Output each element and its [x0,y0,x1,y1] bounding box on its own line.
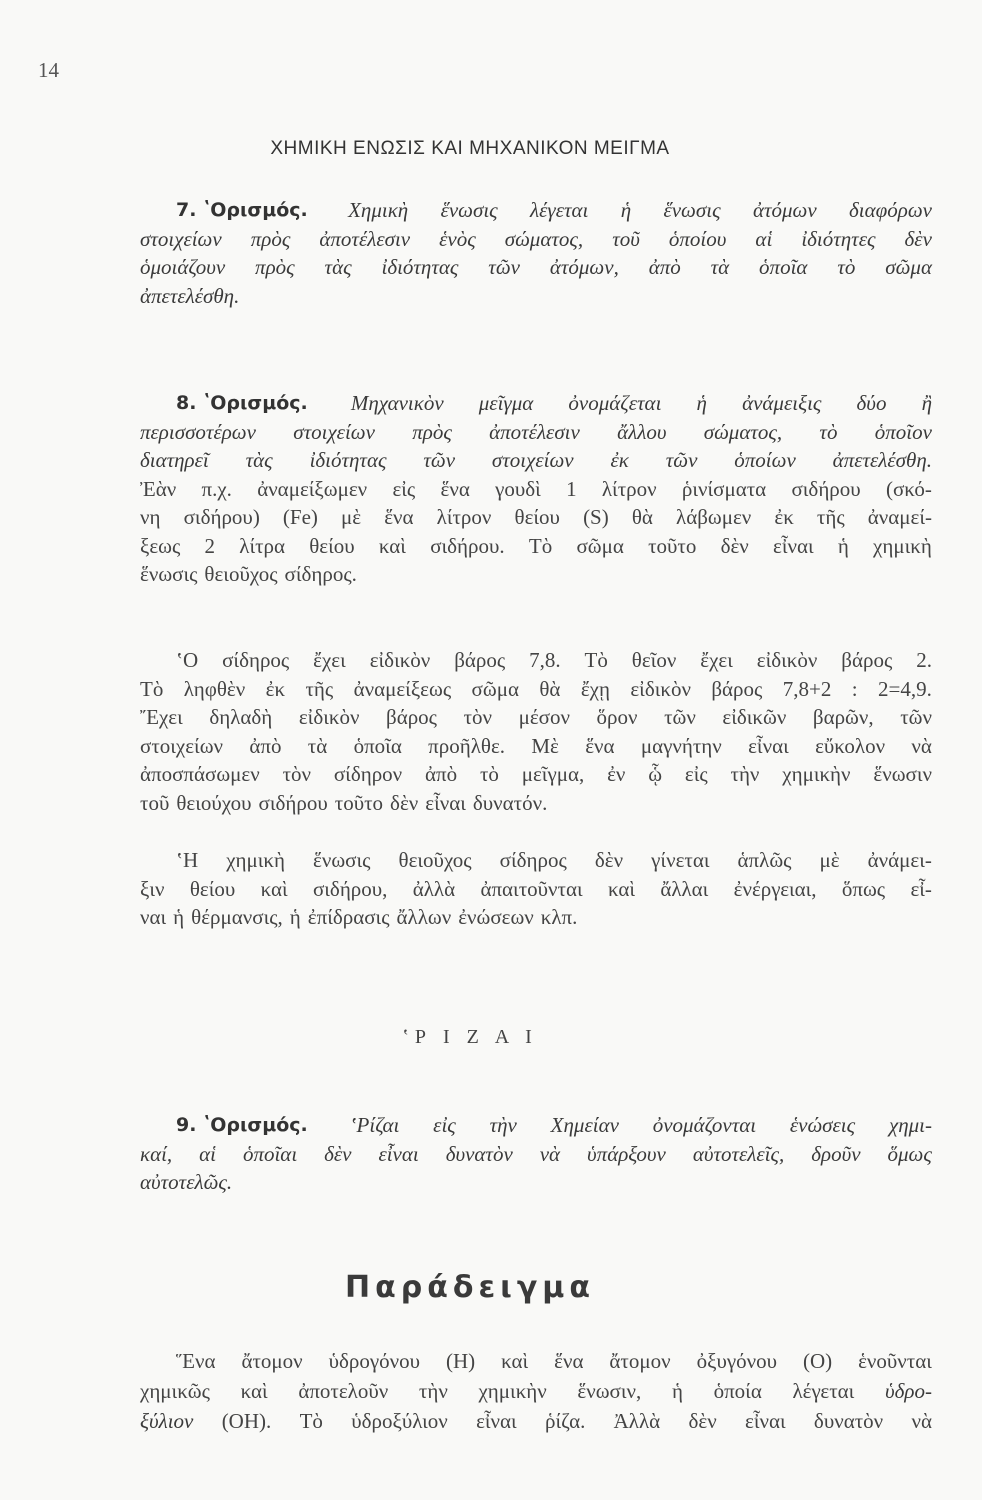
text-line [140,789,932,818]
word: τῆς [816,505,845,529]
word: 1 [566,476,577,501]
word: ἡ [289,905,301,929]
word: δροῦν [811,1141,861,1166]
word: ἕνωσιν [873,762,932,786]
word: αὐτοτελεῖς, [692,1141,785,1166]
word: ἕνωσιν, [577,1379,642,1403]
word: ἐνέργειαι, [733,876,817,901]
word: τοῦ [612,226,640,251]
word: ἑνοῦνται [858,1349,932,1373]
word: Χημικὴ [348,198,409,222]
word: ἀτόμων [752,198,817,222]
page-number: 14 [38,58,59,82]
word: δὲν [390,790,419,815]
word: ἐκ [774,505,794,529]
word: ἰδιότητες [801,226,876,251]
word: ὁμοιάζουν [140,255,226,279]
word: τὸν [463,705,492,729]
word: τὸ [479,762,499,786]
word: τὰς [245,448,273,472]
word: νὰ [911,1409,932,1433]
word: τὸ [819,419,838,444]
text-line [140,846,932,875]
word: ἀνάμει- [867,848,932,872]
definition-8 [140,389,932,589]
word: καί, [140,1141,173,1166]
word: ὁποίου [668,226,727,251]
text-line [140,196,932,225]
word: ʽΡίζαι [349,1113,400,1137]
word: (Η) [446,1349,476,1373]
subheading-rizai: ʽΡ Ι Ζ Α Ι [402,1026,538,1048]
word: μὲ [341,505,362,529]
word: θέρμανσις, [191,905,283,929]
text-line [140,1140,932,1169]
subheading-example: Παράδειγμα [345,1270,595,1305]
word: δὲν [594,848,624,872]
word: (σκό- [885,476,932,501]
word: 2 [204,533,216,558]
word: εἰδικὸν [630,676,691,701]
word: ἕνωσις [440,198,498,222]
word: ἀναμείξεως [353,676,452,701]
text-line [140,703,932,732]
word: ἐκ [265,676,286,701]
text-line [140,1168,932,1197]
word: πρὸς [255,255,295,279]
word: 7,8. [529,648,561,672]
word: 2=4,9. [878,676,932,701]
word: Ἕνα [176,1349,216,1373]
word: προῆλθε. [428,733,506,758]
word: νὰ [539,1141,561,1166]
text-line [140,1376,932,1406]
word: στοιχείων [293,419,375,444]
word: ἀπετελέσθη. [140,283,240,308]
word: ἄλλων [396,905,452,929]
word: χημικὴ [226,848,285,872]
word: ἔχει [313,648,346,672]
word: ὁποῖαι [242,1141,298,1166]
word: ἕνα [384,505,414,529]
text-line [140,503,932,532]
word: ξιν [140,876,165,901]
text-line [140,389,932,418]
word: ἕνωσις [313,848,371,872]
word: δυνατὸν [445,1141,513,1166]
word: ἐκ [610,448,629,472]
word: εἶναι [773,533,814,558]
text-line [140,418,932,447]
word: μεῖγμα, [521,762,585,786]
text-line [140,560,932,589]
word: λάβωμεν [676,505,752,529]
word: δηλαδὴ [209,705,273,729]
word: τοῦτο [334,790,384,815]
word: εἰδικὸν [369,648,431,672]
word: 7,8+2 [782,676,832,701]
word: τὴν [730,762,760,786]
word: Μὲ [531,733,559,758]
word: δὲν [688,1409,717,1433]
word: σίδηρος [222,648,290,672]
word: στοιχείων [140,733,224,758]
word: τῶν [488,255,520,279]
word: διατηρεῖ [140,448,209,472]
text-line [140,253,932,282]
text-line [140,1346,932,1376]
word: εὔκολον [815,733,886,758]
word: ἀτόμων, [549,255,619,279]
word: ὑδρογόνου [328,1349,421,1373]
word: σῶμα [471,676,519,701]
word: ἀπὸ [249,733,282,758]
word: μὲ [819,848,840,872]
word: χημικὴ [873,533,932,558]
word: ἡ [620,198,632,222]
word: τῆς [305,676,334,701]
word: λίτρον [436,505,492,529]
word: θείου [309,533,355,558]
word: ἔχῃ [580,676,610,701]
word: ἕνα [585,733,615,758]
word: θὰ [539,676,561,701]
text-line [140,903,932,932]
word: ῥινίσματα [681,476,767,501]
word: ἀποτέλεσιν [319,226,411,251]
text-line [140,732,932,761]
word: βάρος [454,648,506,672]
word: ἀποσπάσωμεν [140,762,260,786]
word: θειοῦχος [204,562,278,586]
word: σιδήρου. [430,533,505,558]
text-line [140,646,932,675]
word: τὰ [710,255,730,279]
word: εἶναι [748,733,789,758]
word: ἡ [671,1379,683,1403]
word: ἄτομον [241,1349,303,1373]
word: Τὸ [528,533,553,558]
word: θείου [189,876,236,901]
word: πρὸς [250,226,291,251]
text-line [140,532,932,561]
word: ἕνωσις [140,562,198,586]
word: σίδηρος [499,848,567,872]
word: Ἐὰν [140,476,177,501]
word: ἡ [696,391,707,415]
word: ἢ [921,391,932,415]
word: ʽΗ [176,848,199,872]
text-line [140,875,932,904]
word: διαφόρων [849,198,932,222]
text-line [140,225,932,254]
word: θειοῦχος [398,848,472,872]
word: λίτρα [239,533,286,558]
word: περισσοτέρων [140,419,256,444]
word: ἄλλου [617,419,667,444]
word: νὰ [911,733,932,758]
word: βάρος [386,705,437,729]
word: ὀξυγόνου [696,1349,778,1373]
word: σίδηρος. [284,562,357,586]
word: σιδήρου, [312,876,388,901]
word: δὲν [720,533,749,558]
word: πρὸς [412,419,452,444]
word: ὀνομάζεται [568,391,662,415]
word: (Ο) [802,1349,833,1373]
word: αὐτοτελῶς. [140,1170,233,1194]
word: (Fe) [282,505,318,529]
word: αἱ [199,1141,216,1166]
text-line [140,760,932,789]
word: θὰ [631,505,653,529]
word: σώματος, [703,419,783,444]
word: εἰς [684,762,708,786]
word: ὁποῖα [759,255,808,279]
word: σιδήρου) [183,505,260,529]
word: Ἔχει [140,705,183,729]
word: βάρος [711,676,763,701]
word: ὅρον [596,705,638,729]
word: δύο [856,391,887,415]
word: μεῖγμα [478,391,534,415]
word: στοιχείων [491,448,574,472]
word: γίνεται [651,848,710,872]
word: τὴν [418,1379,448,1403]
word: ἕνα [440,476,470,501]
definition-label: 9. ʽΟρισμός. [176,1114,308,1136]
word: θεῖον [631,648,677,672]
word: ἐν [607,762,626,786]
word: ἀναμείξωμεν [257,476,368,501]
definition-9 [140,1111,932,1197]
word: ἀναμεί- [867,505,932,529]
word: βάρος [841,648,893,672]
word: ἑνὸς [439,226,476,251]
word: ἄτομον [609,1349,671,1373]
word: ὑδροξύλιον [351,1409,448,1433]
word: ἰδιότητας [381,255,459,279]
text-line [140,475,932,504]
word: δυνατὸν [813,1409,884,1433]
word: καὶ [260,876,288,901]
word: χημικῶς [140,1379,210,1403]
word: κλπ. [540,905,578,929]
word: ἡ [173,905,185,929]
word: δὲν [324,1141,352,1166]
word: τῶν [664,705,696,729]
word: εἰδικὸν [756,648,818,672]
word: σίδηρον [333,762,403,786]
word: εἰς [433,1113,456,1137]
word: Τὸ [584,648,608,672]
word: τὸν [282,762,312,786]
word: ξύλιον [140,1409,194,1433]
word: ὑδρο- [885,1379,932,1403]
word: ʽΟ [176,648,199,672]
word: τὴν [489,1113,517,1137]
word: τῶν [665,448,698,472]
word: π.χ. [201,476,232,501]
word: ὁποῖον [874,419,932,444]
word: ἐνώσεων [458,905,534,929]
word: βαρῶν, [812,705,874,729]
compound-paragraph [140,846,932,932]
definition-7 [140,196,932,310]
word: ἰδιότητας [309,448,387,472]
word: τῶν [423,448,456,472]
word: δυνατόν. [472,790,548,815]
word: ἀλλὰ [412,876,456,901]
word: ἄλλαι [660,876,709,901]
word: τοῦ [140,790,170,815]
word: τοῦτο [648,533,697,558]
word: μέσον [518,705,570,729]
word: καὶ [501,1349,529,1373]
word: ἀπὸ [425,762,458,786]
text-line [140,446,932,475]
word: ἁπλῶς [737,848,792,872]
word: εἶναι [745,1409,786,1433]
word: μαγνήτην [640,733,722,758]
word: ναι [140,905,167,929]
word: λέγεται [792,1379,855,1403]
word: τὰ [307,733,328,758]
word: ληφθὲν [183,676,246,701]
text-line [140,675,932,704]
word: σῶμα [885,255,932,279]
text-line [140,1111,932,1140]
definition-label: 8. ʽΟρισμός. [176,392,308,414]
word: χημικὴν [478,1379,547,1403]
word: Μηχανικὸν [350,391,444,415]
word: Ἀλλὰ [613,1409,661,1433]
word: γουδὶ [495,476,541,501]
word: Τὸ [140,676,164,701]
word: τὸ [837,255,856,279]
word: εἰδικῶν [722,705,787,729]
word: ὅμως [887,1141,932,1166]
word: εἶναι [476,1409,517,1433]
word: θειούχου [176,790,252,815]
word: εἶ- [910,876,932,901]
word: στοιχείων [140,226,222,251]
word: εἶναι [425,790,466,815]
word: καὶ [607,876,635,901]
iron-paragraph [140,646,932,817]
word: Χημείαν [550,1113,619,1137]
word: χημι- [888,1113,932,1137]
word: ὁποίων [734,448,796,472]
word: ἔχει [700,648,733,672]
word: ὑπάρξουν [587,1141,666,1166]
word: ἑνώσεις [789,1113,856,1137]
word: Τὸ [299,1409,323,1433]
word: ἐπίδρασις [307,905,390,929]
word: ὁποία [713,1379,762,1403]
word: ᾧ [648,762,663,786]
word: ἕνωσις [663,198,721,222]
definition-label: 7. ʽΟρισμός. [176,199,308,221]
section-title: ΧΗΜΙΚΗ ΕΝΩΣΙΣ ΚΑΙ ΜΗΧΑΝΙΚΟΝ ΜΕΙΓΜΑ [270,138,670,159]
word: σιδήρου [791,476,861,501]
example-paragraph [140,1346,932,1436]
word: ῥίζα. [545,1409,586,1433]
word: 2. [916,648,932,672]
word: ἡ [837,533,849,558]
word: τὰς [324,255,352,279]
word: σιδήρου [258,790,328,815]
word: νη [140,505,161,529]
text-line [140,282,932,311]
word: ἀνάμειξις [742,391,822,415]
word: : [851,676,858,701]
word: τῶν [900,705,932,729]
word: εἶναι [378,1141,419,1166]
word: λίτρον [601,476,657,501]
word: σῶμα [576,533,624,558]
word: ἕνα [554,1349,584,1373]
word: ἀπὸ [648,255,681,279]
word: εἰδικὸν [298,705,360,729]
word: καὶ [378,533,406,558]
word: ξεως [140,533,181,558]
word: ὁποῖα [353,733,402,758]
word: ὀνομάζονται [652,1113,757,1137]
word: ὅπως [841,876,886,901]
word: αἱ [755,226,773,251]
word: δὲν [904,226,932,251]
word: ἀποτελοῦν [298,1379,389,1403]
word: (S) [583,505,609,529]
word: (ΟΗ). [221,1409,272,1433]
text-line [140,1406,932,1436]
word: θείου [514,505,560,529]
word: χημικὴν [782,762,851,786]
word: λέγεται [530,198,589,222]
word: ἀποτέλεσιν [489,419,580,444]
word: ἀπαιτοῦνται [480,876,583,901]
word: καὶ [240,1379,268,1403]
word: εἰς [392,476,416,501]
word: ἀπετελέσθη. [832,448,932,472]
word: σώματος, [504,226,584,251]
